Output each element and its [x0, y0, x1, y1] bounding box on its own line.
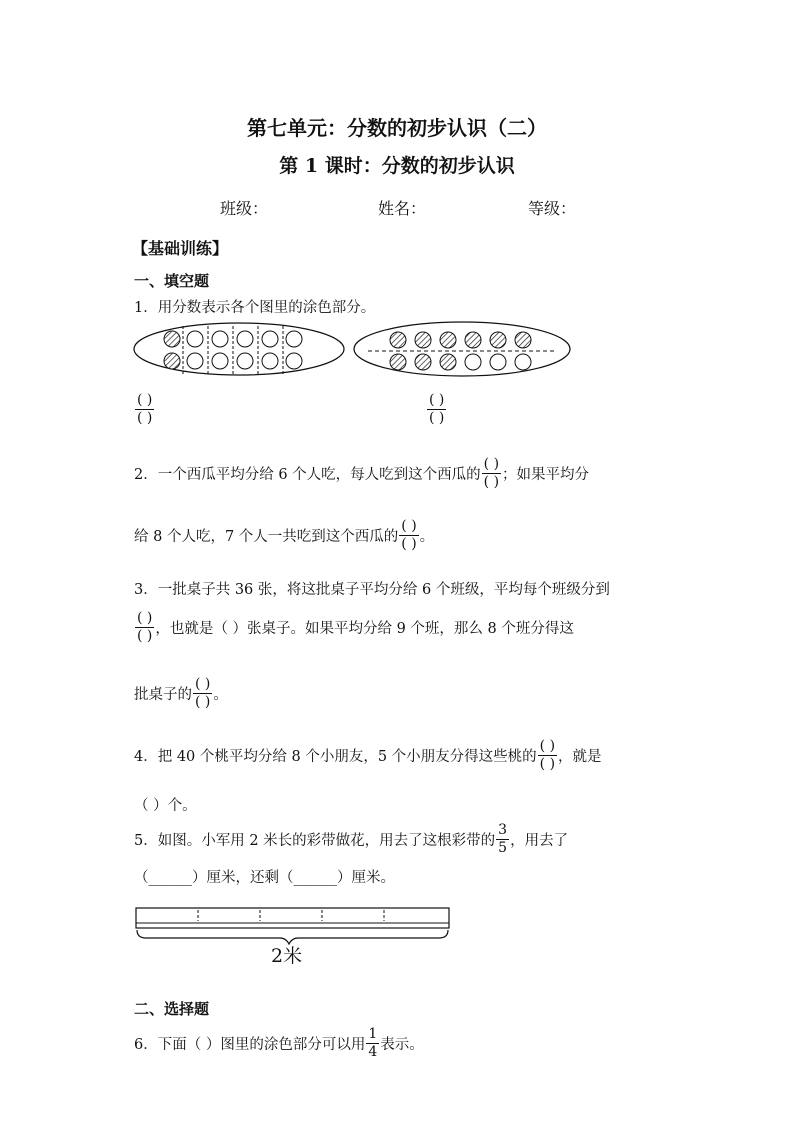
class-label: 班级： — [220, 199, 269, 218]
question-2-fraction-1[interactable]: $\frac{( )}{( )}$ — [483, 456, 500, 490]
section-fill-in: 一、填空题 — [134, 272, 210, 290]
ribbon-length-label: 2米 — [271, 945, 303, 967]
fraction-denominator-blank[interactable]: ( ) — [429, 410, 445, 426]
question-3-line-2: $\frac{( )}{( )}$ ，也就是（ ）张桌子。如果平均分给 9 个班，那么 8 个班分得这 — [137, 610, 574, 644]
fraction-numerator-blank[interactable]: ( ) — [137, 392, 153, 408]
question-3-line-3: 批桌子的 $\frac{( )}{( )}$ 。 — [134, 676, 228, 710]
fraction-denominator-blank[interactable]: ( ) — [137, 410, 153, 426]
question-5-line-2: （______）厘米，还剩（______）厘米。 — [134, 870, 395, 886]
unit-title: 第七单元：分数的初步认识（二） — [247, 116, 547, 140]
question-4-fraction[interactable]: $\frac{( )}{( )}$ — [539, 738, 556, 772]
grade-label: 等级： — [528, 199, 577, 218]
fraction-numerator-blank[interactable]: ( ) — [429, 392, 445, 408]
figure-left-oval — [134, 323, 344, 375]
name-label: 姓名： — [378, 199, 427, 218]
question-4-line-1: 4．把 40 个桃平均分给 8 个小朋友，5 个小朋友分得这些桃的 $\frac{( )}{( )}$ ，就是 — [134, 738, 602, 772]
question-2-line-2: 给 8 个人吃，7 个人一共吃到这个西瓜的 $\frac{( )}{( )}$ 。 — [134, 518, 435, 552]
section-multiple-choice: 二、选择题 — [134, 1000, 210, 1018]
question-3-fraction-2[interactable]: $\frac{( )}{( )}$ — [195, 676, 211, 710]
question-1-figures — [128, 318, 578, 382]
section-basic-training: 【基础训练】 — [132, 239, 229, 258]
question-3-fraction-1[interactable]: $\frac{( )}{( )}$ — [137, 610, 153, 644]
question-3-line-1: 3．一批桌子共 36 张，将这批桌子平均分给 6 个班级，平均每个班级分到 — [134, 582, 610, 598]
fraction-three-fifths: $\frac{3}{5}$ — [498, 822, 508, 856]
fraction-one-quarter: $\frac{1}{4}$ — [368, 1026, 378, 1060]
ribbon-figure — [134, 904, 454, 970]
question-4-line-2: （ ）个。 — [134, 798, 197, 814]
question-2-line-1: 2．一个西瓜平均分给 6 个人吃，每人吃到这个西瓜的 $\frac{( )}{( )}$ ；如果平均分 — [134, 456, 590, 490]
question-5-line-1: 5．如图。小军用 2 米长的彩带做花，用去了这根彩带的 $\frac{3}{5}$ ，用去了 — [134, 822, 569, 856]
figure-right-oval — [354, 322, 570, 376]
lesson-title: 第 1 课时：分数的初步认识 — [279, 155, 515, 177]
question-1-answer-left[interactable] — [134, 392, 155, 427]
question-2-fraction-2[interactable]: $\frac{( )}{( )}$ — [401, 518, 417, 552]
ribbon-brace — [137, 930, 448, 944]
ribbon-bar — [136, 908, 449, 928]
question-6-line: 6．下面（ ）图里的涂色部分可以用 $\frac{1}{4}$ 表示。 — [134, 1026, 424, 1060]
question-1-answer-right[interactable] — [426, 392, 447, 427]
question-1-text: 1．用分数表示各个图里的涂色部分。 — [134, 300, 376, 316]
